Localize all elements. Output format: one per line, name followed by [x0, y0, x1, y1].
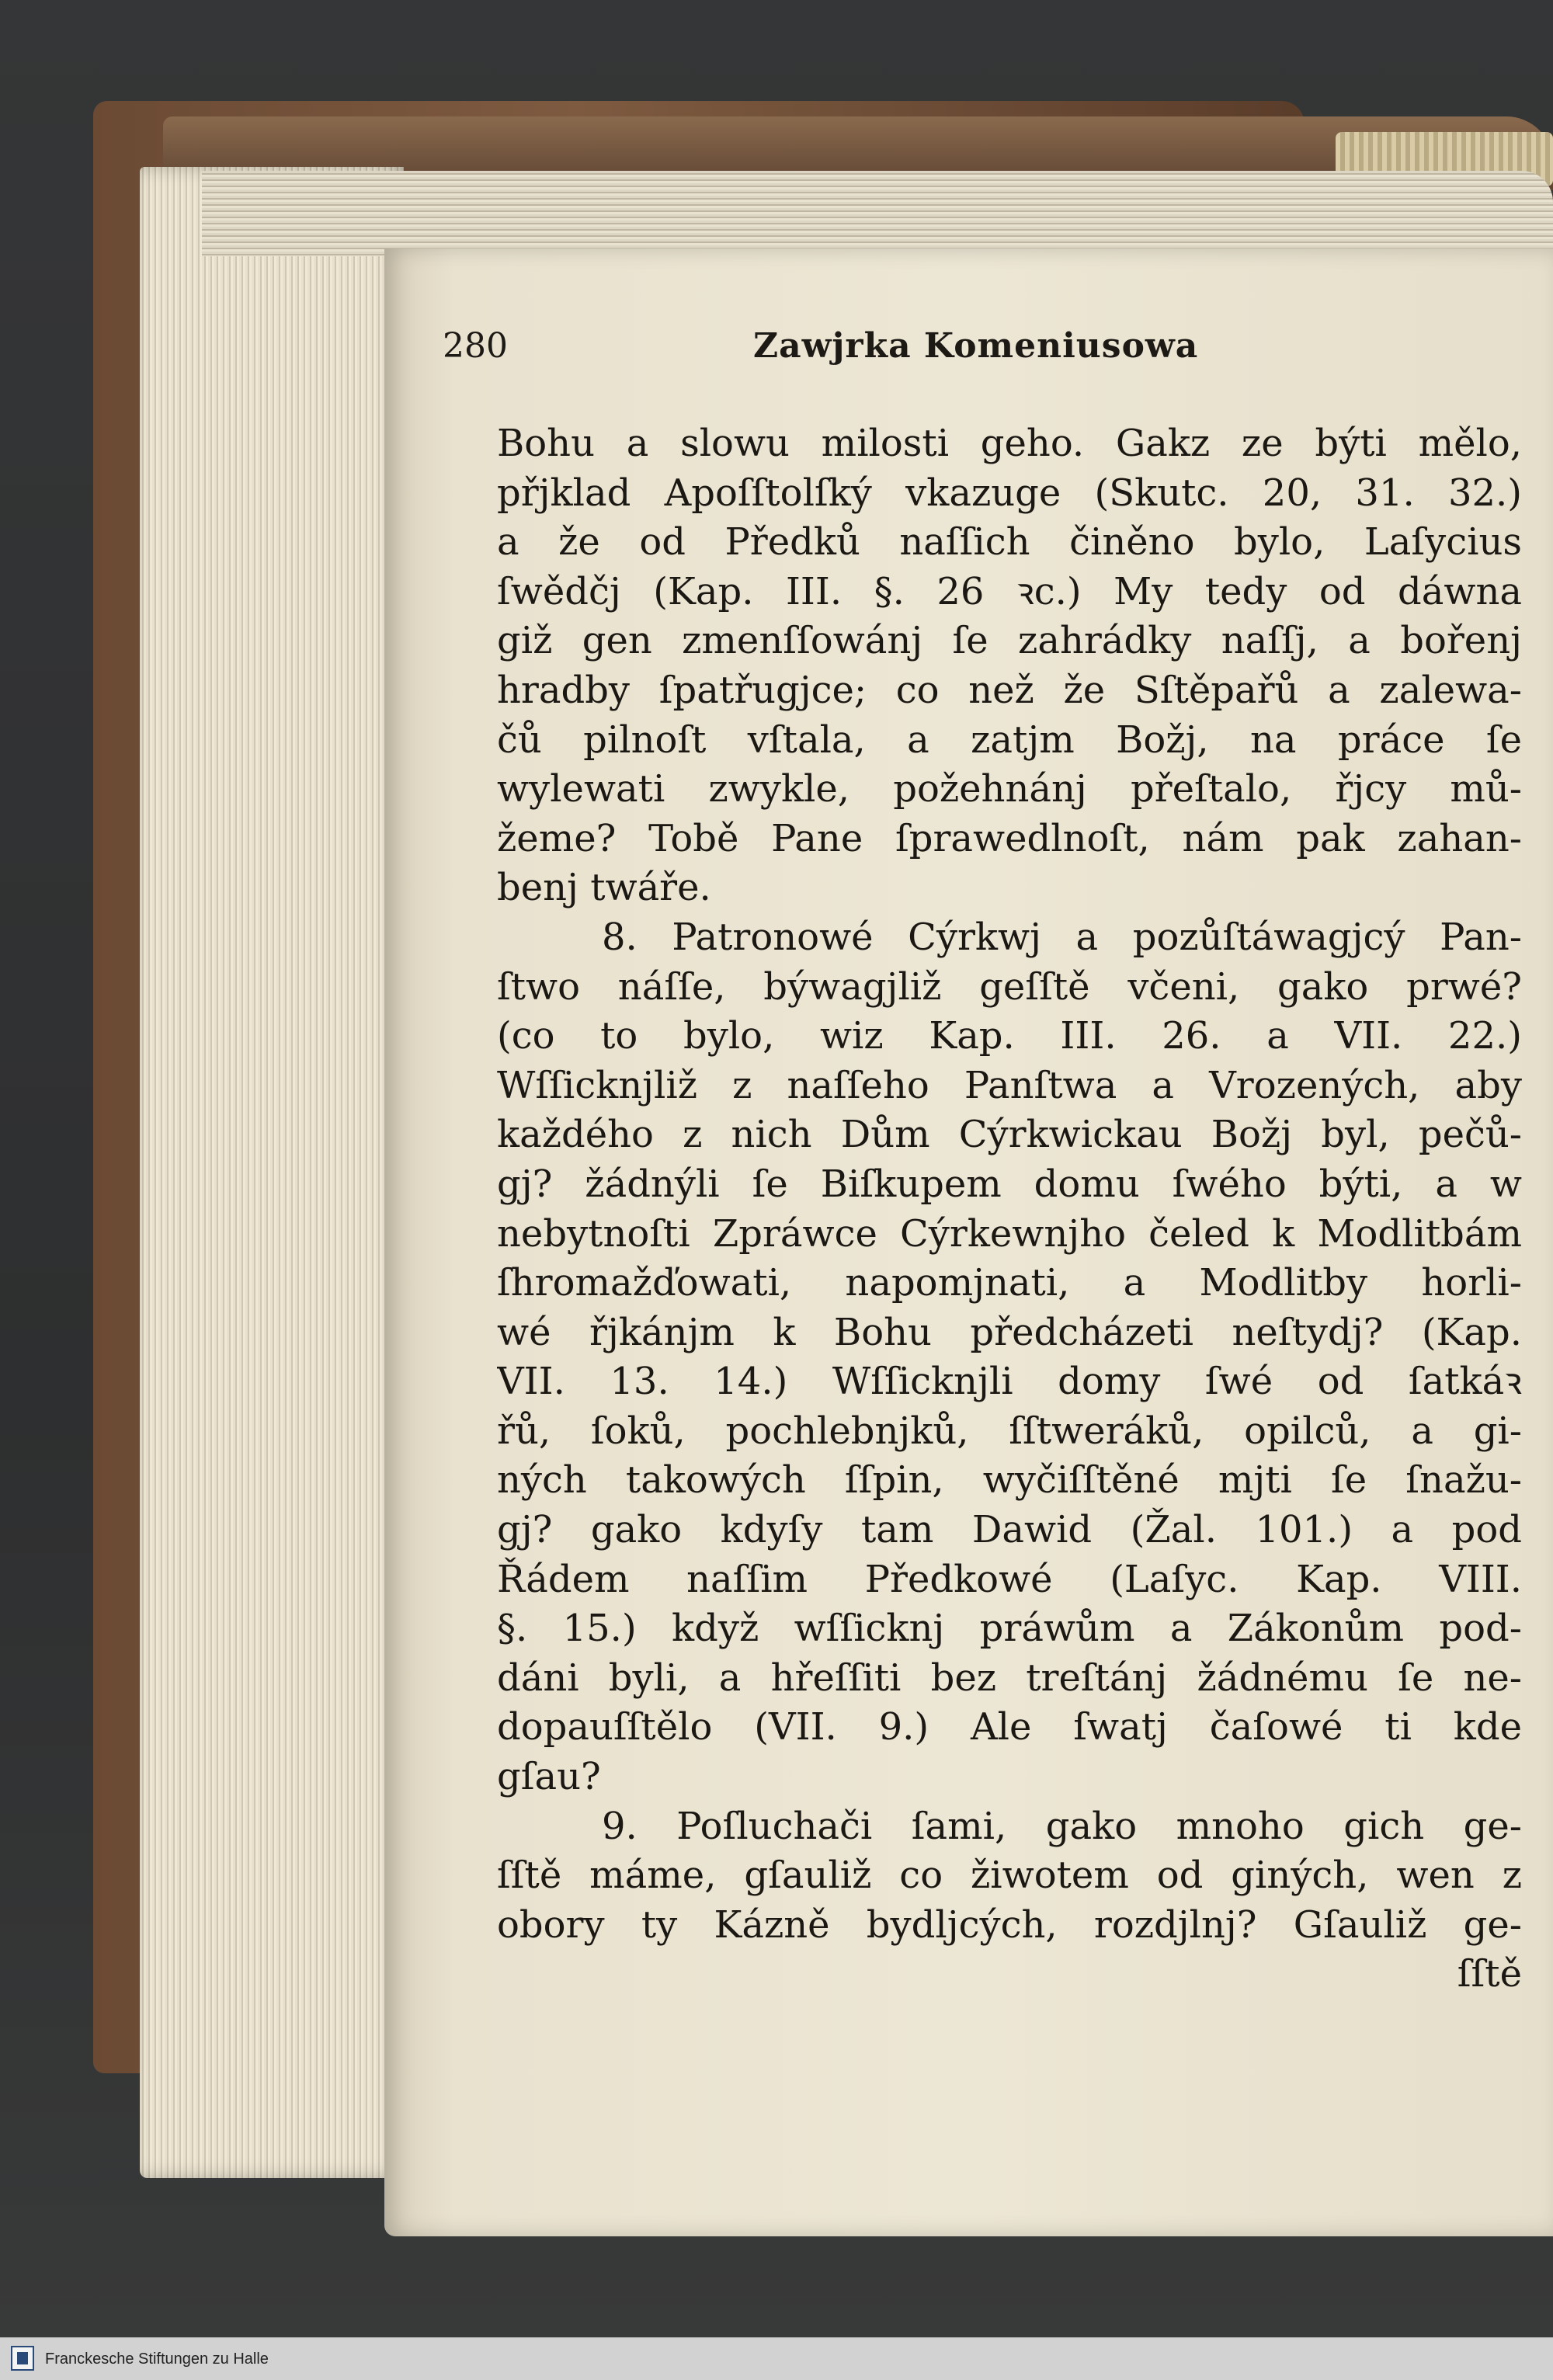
text-line: nebytnoſti Zpráwce Cýrkewnjho čeled k Modlitbám: [497, 1211, 1522, 1256]
text-line: ſſtě máme, gſauliž co žiwotem od giných, wen z: [497, 1854, 1522, 1898]
page-header: [443, 326, 1281, 380]
text-line: hradby ſpatřugjce; co než že Sſtěpařů a zalewa-: [497, 668, 1522, 712]
text-line: ſhromažďowati, napomjnati, a Modlitby horli-: [497, 1261, 1522, 1305]
text-line: giž gen zmenſſowánj ſe zahrádky naſſj, a bořenj: [497, 619, 1522, 663]
text-line: gſau?: [497, 1755, 601, 1799]
text-line: VII. 13. 14.) Wſſicknjli domy ſwé od ſatkáꝛ: [497, 1360, 1522, 1404]
body-text: [497, 419, 1522, 2000]
text-line: obory ty Kázně bydljcých, rozdjlnj? Gſauliž ge-: [497, 1902, 1522, 1947]
text-line: řů, ſoků, pochlebnjků, ſſtweráků, opilců, a gi-: [497, 1409, 1522, 1453]
text-line: 8. Patronowé Cýrkwj a pozůſtáwagjcý Pan-: [602, 915, 1522, 959]
text-line: a že od Předků naſſich činěno bylo, Laſycius: [497, 520, 1522, 565]
text-line: Wſſicknjliž z naſſeho Panſtwa a Vrozených, aby: [497, 1063, 1522, 1107]
text-line: žeme? Tobě Pane ſprawedlnoſt, nám pak zahan-: [497, 816, 1522, 860]
text-line: Řádem naſſim Předkowé (Laſyc. Kap. VIII.: [497, 1557, 1522, 1601]
text-line: čů pilnoſt vſtala, a zatjm Božj, na práce ſe: [497, 717, 1522, 762]
text-line: ſwědčj (Kap. III. §. 26 ꝛc.) My tedy od dáwna: [497, 569, 1522, 613]
text-line: dopauſſtělo (VII. 9.) Ale ſwatj čaſowé ti kde: [497, 1705, 1522, 1749]
institution-logo-icon: [11, 2346, 34, 2371]
footer-credit: Franckesche Stiftungen zu Halle: [45, 2350, 269, 2368]
text-line: Bohu a slowu milosti geho. Gakz ze býti mělo,: [497, 422, 1522, 465]
text-line: 9. Poſluchači ſami, gako mnoho gich ge-: [602, 1804, 1522, 1848]
text-line: wé řjkánjm k Bohu předcházeti neſtydj? (Kap.: [497, 1310, 1522, 1354]
text-line: wylewati zwykle, požehnánj přeſtalo, řjcy mů-: [497, 767, 1522, 811]
text-line: (co to bylo, wiz Kap. III. 26. a VII. 22.): [497, 1014, 1522, 1058]
page-number: 280: [443, 326, 508, 366]
footer-bar: [0, 2337, 1553, 2380]
text-line: benj twáře.: [497, 866, 711, 910]
text-line: ſtwo náſſe, býwagjliž geſſtě včeni, gako prwé?: [497, 964, 1522, 1009]
text-line: dáni byli, a hřeſſiti bez treſtánj žádnému ſe ne-: [497, 1656, 1522, 1700]
text-line: přjklad Apoſſtolſký vkazuge (Skutc. 20, 31. 32.): [497, 471, 1522, 515]
text-line: gj? žádnýli ſe Biſkupem domu ſwého býti, a w: [497, 1162, 1522, 1206]
text-line: §. 15.) když wſſicknj práwům a Zákonům pod-: [497, 1607, 1522, 1651]
page-edges-left: [140, 167, 404, 2178]
catchword: ſſtě: [1457, 1952, 1522, 1996]
running-head: Zawjrka Komeniusowa: [753, 326, 1199, 366]
text-line: gj? gako kdyſy tam Dawid (Žal. 101.) a pod: [497, 1508, 1522, 1552]
page-edges-top: [202, 171, 1553, 256]
text-line: každého z nich Dům Cýrkwickau Božj byl, pečů-: [497, 1113, 1522, 1157]
text-line: ných takowých ſſpin, wyčiſſtěné mjti ſe ſnažu-: [497, 1458, 1522, 1503]
